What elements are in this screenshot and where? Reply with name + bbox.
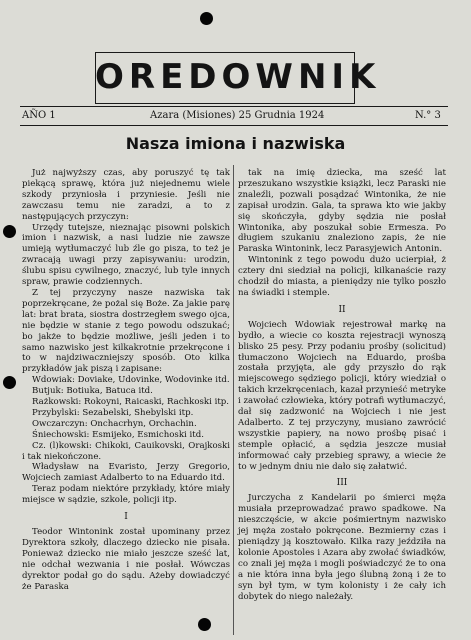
section-number: I [124,512,128,523]
column-divider [233,165,234,635]
article-paragraph: Cz. (l)kowski: Chikoki, Cauikovski, Orajkoski i tak niekończone. [22,440,230,462]
punch-hole [198,618,211,631]
article-paragraph: Z tej przyczyny nasze nazwiska tak poprzekręcane, że pożal się Boże. Za jakie parę lat: brat brata, siostra dostrzegłem swego ojca, nie będzie w stanie z tego powodu odszukać; bo jakże to będzie możliwe, jeśli jeden i to samo nazwisko jest kilkakrotnie przekręcone i to w najdziwaczniejszy sposób. Oto kilka przykładów jak piszą i zapisane: [22,287,230,375]
punch-hole [200,12,213,25]
article-paragraph: Jurczycha z Kandelarii po śmierci męża musiała przeprowadzać prawo spadkowe. Na nieszczęście, w akcie pośmiertnym nazwisko jej męża zostało pokręcone. Bezmierny czas i pieniądzy ją kosztowało. Kilka razy jeździła na kolonie Apostoles i Azara aby zwołać świadków, co znali jej męża i mogli poświadczyć że to ona a nie która inna była jego ślubną żoną i że to syn był tym, w tym kolonisty i że cały ich dobytek do niego należały. [238,493,446,602]
right-column [238,168,446,602]
rule-top [20,106,448,107]
article-paragraph: Teraz podam niektóre przykłady, które miały miejsce w sądzie, szkole, policji itp. [22,484,230,506]
issue-number: N.° 3 [415,110,441,121]
article-paragraph: tak na imię dziecka, ma sześć lat przeszukano wszystkie książki, lecz Paraski nie znaleźli, pozwali posądzać Wintonika, że nie zapisał urodzin. Gala, ta sprawa kto wie jakby się skończyła, gdyby sędzia nie posłał Wintonika, aby poszukał sobie Ermesza. Po długiem szukaniu znaleziono zapis, że nie Paraska Wintonink, lecz Parasyjewich Antonin. [238,168,446,255]
issue-year: AÑO 1 [22,110,56,121]
headline: Nasza imiona i nazwiska [125,134,346,153]
article-paragraph: Urzędy tutejsze, nieznając pisowni polskich imion i nazwisk, a nasi ludzie nie zawsze umieją wytłumaczyć lub źle go pisza, to też je zwracają uwagi przy zapisywaniu: urodzin, ślubu spisu cywilnego, znaczyć, lub tyle innych spraw, prawie codziennych. [22,222,230,288]
masthead-title: OREDOWNIK [95,57,381,97]
issue-place-date: Azara (Misiones) 25 Grudnia 1924 [150,110,325,121]
section-number: III [336,478,348,489]
article-paragraph: Owczarczyn: Onchacrhyn, Orchachin. [32,418,197,429]
article-paragraph: Butjuk: Botiuka, Batuca itd. [32,386,153,397]
left-column [22,168,230,592]
punch-hole [3,376,16,389]
article-paragraph: Rażkowski: Rokoyni, Raicaski, Rachkoski itp. [32,397,230,408]
punch-hole [3,225,16,238]
article-paragraph: Wojciech Wdowiak rejestrował markę na bydło, a wiecie co koszta rejestracji wynoszą blisko 25 pesy. Przy podaniu prośby (solicitud) tłumaczono Wojciech na Eduardo, prośba została przyjęta, ale gdy przyszło do rąk miejscowego sędziego policji, który wiedział o takich krzekręceniach, kazał przynieść metryke i zawołać człowieka, który potrafi wytłumaczyć, dał się zadzwonić na Wojciech i nie jest Adalberto. Z tej przyczyny, musiano zawrócić wszystkie papiery, na nowo prośbę pisać i stemple opłacić, a sędzia jeszcze musiał informować cały przebieg sprawy, a wiecie że to w jednym dniu nie dało się załatwić. [238,319,446,472]
article-paragraph: Przybylski: Sezabelski, Shebylski itp. [32,407,194,418]
article-paragraph: Śniechowski: Esmijeko, Esmichoski itd. [32,429,204,440]
section-number: II [338,304,346,315]
article-paragraph: Teodor Wintonink został upominany przez Dyrektora szkoły, dlaczego dziecko nie pisała. Ponieważ dziecko nie miało jeszcze sześć lat, nie odchał wezwania i nie posłał. Wówczas dyrektor podał go do sądu. Ażeby dowiadczyć że Paraska [22,527,230,592]
article-paragraph: Wdowiak: Doviake, Udovinke, Wodovinke itd. [32,375,230,386]
article-paragraph: Władysław na Evaristo, Jerzy Gregorio, Wojciech zamiast Adalberto to na Eduardo itd. [22,462,230,484]
rule-bottom [20,125,448,126]
article-paragraph: Już najwyższy czas, aby poruszyć tę tak piekącą sprawę, która już niejednemu wiele szkody przyniosła i przyniesie. Jeśli nie zawczasu temu nie zaradzi, a to z następujących przyczyn: [22,168,230,222]
article-paragraph: Wintonink z tego powodu dużo ucierpiał, ż cztery dni siedział na policji, kilkanaście razy chodził do miasta, a pieniędzy nie tylko poszło na świadki i stemple. [238,255,446,298]
